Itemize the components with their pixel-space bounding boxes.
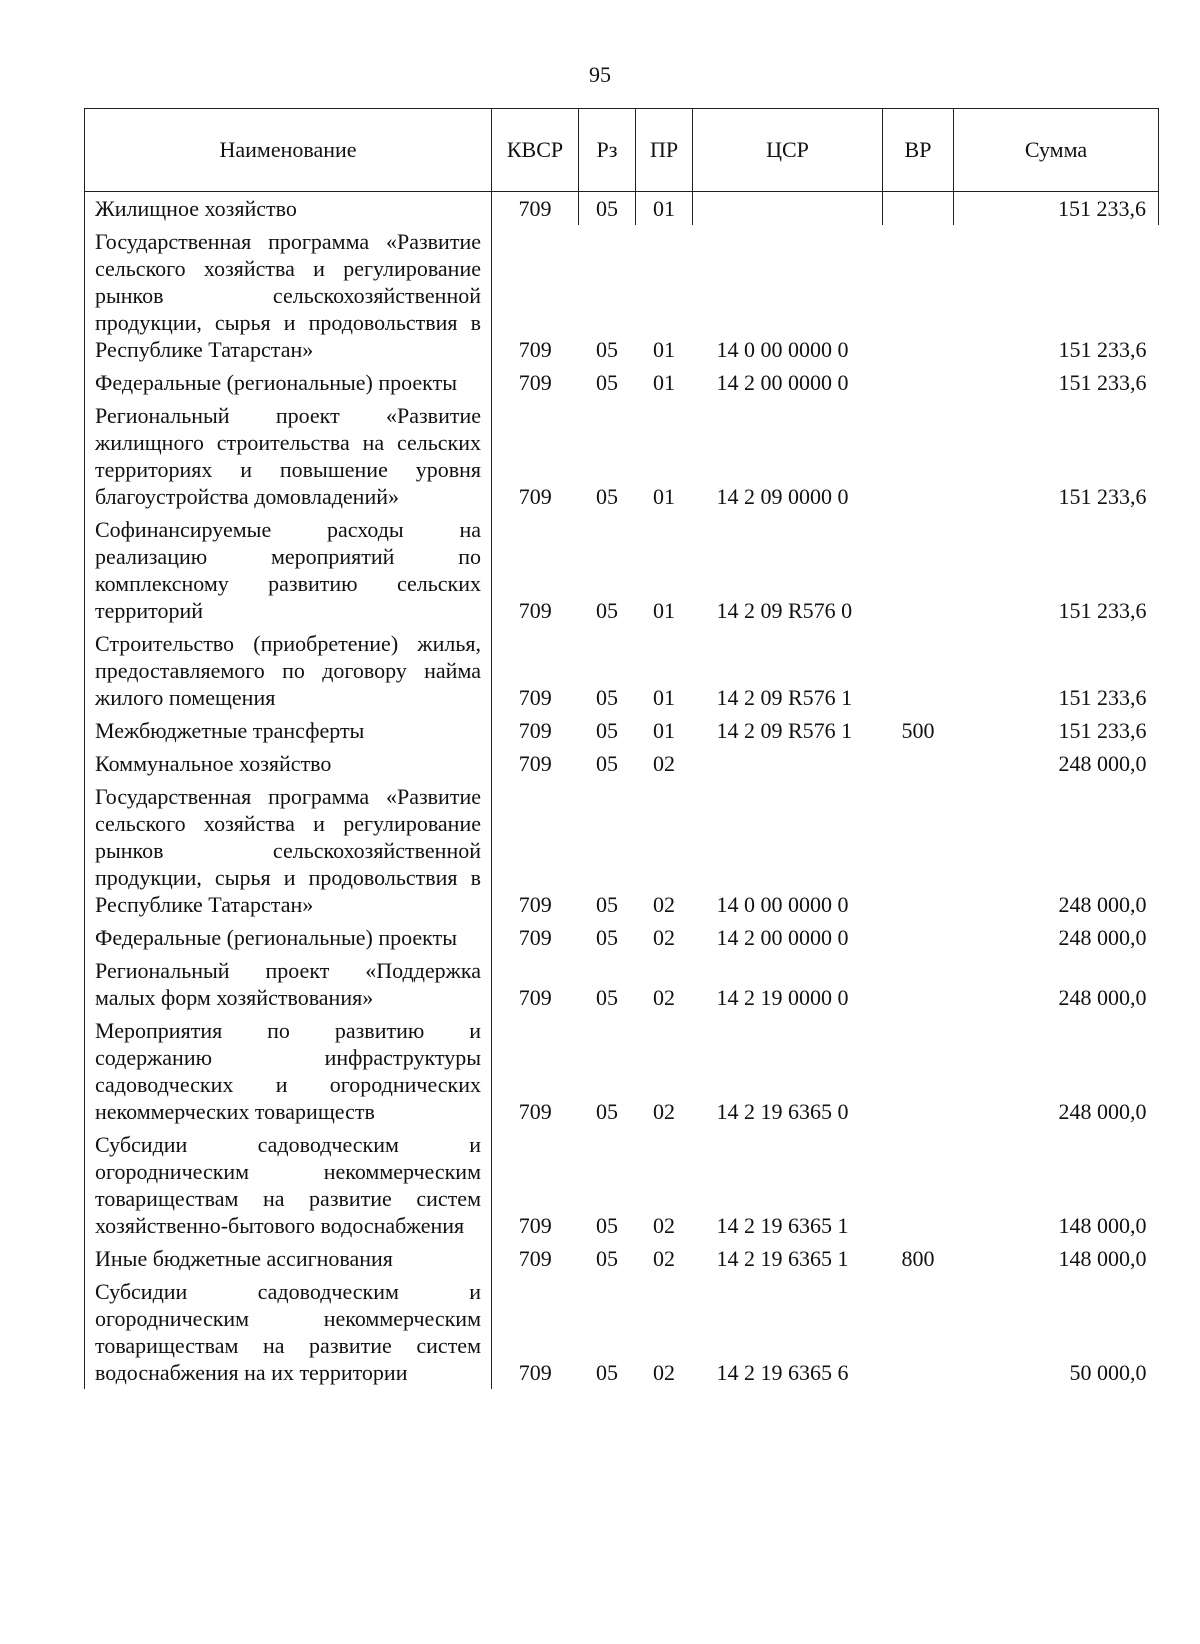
cell-pr: 01 [653, 484, 675, 509]
cell-rz: 05 [596, 925, 618, 950]
cell-sum: 151 233,6 [1058, 370, 1147, 395]
cell-kvsr: 709 [518, 751, 552, 776]
cell-rz: 05 [596, 484, 618, 509]
cell-pr: 02 [653, 1213, 675, 1238]
table-row [85, 780, 1159, 921]
cell-csr: 14 2 19 6365 1 [716, 1246, 849, 1271]
cell-kvsr: 709 [518, 370, 552, 395]
cell-sum: 248 000,0 [1058, 892, 1147, 917]
table-row [85, 366, 1159, 399]
cell-kvsr: 709 [518, 925, 552, 950]
budget-table [84, 108, 1159, 1389]
table-body [85, 192, 1159, 1390]
column-header-rz: Рз [579, 109, 636, 192]
cell-vr [883, 225, 954, 366]
cell-name: Иные бюджетные ассигнования [85, 1242, 492, 1275]
cell-sum: 151 233,6 [1058, 718, 1147, 743]
cell-pr: 02 [653, 1099, 675, 1124]
cell-rz: 05 [596, 370, 618, 395]
cell-sum: 151 233,6 [1058, 685, 1147, 710]
cell-name: Региональный проект «Поддержка малых форм хозяйствования» [85, 954, 492, 1014]
cell-csr: 14 2 09 R576 1 [716, 718, 853, 743]
cell-pr: 02 [653, 751, 675, 776]
cell-pr: 02 [653, 892, 675, 917]
column-header-kvsr: КВСР [492, 109, 579, 192]
cell-name: Софинансируемые расходы на реализацию мероприятий по комплексному развитию сельских территорий [85, 513, 492, 627]
cell-sum: 248 000,0 [1058, 985, 1147, 1010]
cell-vr: 500 [901, 718, 935, 743]
cell-vr [883, 747, 954, 780]
cell-csr: 14 2 09 0000 0 [716, 484, 849, 509]
table-header [85, 109, 1159, 192]
cell-vr [883, 1128, 954, 1242]
cell-csr: 14 0 00 0000 0 [716, 892, 849, 917]
cell-csr: 14 2 00 0000 0 [716, 925, 849, 950]
cell-sum: 248 000,0 [1058, 751, 1147, 776]
table-row [85, 714, 1159, 747]
cell-csr: 14 2 19 6365 1 [716, 1213, 849, 1238]
cell-pr: 02 [653, 985, 675, 1010]
cell-rz: 05 [596, 1213, 618, 1238]
cell-vr [883, 366, 954, 399]
cell-pr: 01 [653, 370, 675, 395]
cell-sum: 50 000,0 [1069, 1360, 1147, 1385]
cell-kvsr: 709 [518, 718, 552, 743]
table-row [85, 399, 1159, 513]
cell-csr: 14 2 00 0000 0 [716, 370, 849, 395]
cell-csr [693, 192, 883, 226]
cell-name: Федеральные (региональные) проекты [85, 921, 492, 954]
cell-name: Региональный проект «Развитие жилищного строительства на сельских территориях и повышение уровня благоустройства домовладений» [85, 399, 492, 513]
cell-vr [883, 627, 954, 714]
cell-pr: 02 [653, 1246, 675, 1271]
cell-vr [883, 780, 954, 921]
column-header-name: Наименование [85, 109, 492, 192]
cell-name: Коммунальное хозяйство [85, 747, 492, 780]
table-row [85, 921, 1159, 954]
cell-pr: 01 [653, 337, 675, 362]
cell-kvsr: 709 [518, 985, 552, 1010]
cell-vr [883, 399, 954, 513]
cell-rz: 05 [596, 751, 618, 776]
cell-rz: 05 [596, 1360, 618, 1385]
cell-rz: 05 [579, 192, 636, 226]
column-header-csr: ЦСР [693, 109, 883, 192]
column-header-sum: Сумма [954, 109, 1159, 192]
cell-kvsr: 709 [518, 1360, 552, 1385]
cell-vr: 800 [901, 1246, 935, 1271]
cell-rz: 05 [596, 337, 618, 362]
cell-sum: 151 233,6 [954, 192, 1159, 226]
column-header-pr: ПР [636, 109, 693, 192]
cell-rz: 05 [596, 1099, 618, 1124]
cell-csr [693, 747, 883, 780]
cell-pr: 02 [653, 925, 675, 950]
table-row [85, 225, 1159, 366]
cell-sum: 151 233,6 [1058, 337, 1147, 362]
cell-csr: 14 2 19 0000 0 [716, 985, 849, 1010]
cell-sum: 148 000,0 [1058, 1246, 1147, 1271]
cell-csr: 14 2 09 R576 1 [716, 685, 853, 710]
cell-csr: 14 2 09 R576 0 [716, 598, 853, 623]
table-row [85, 1242, 1159, 1275]
cell-pr: 01 [653, 598, 675, 623]
cell-csr: 14 2 19 6365 6 [716, 1360, 849, 1385]
table-row [85, 513, 1159, 627]
cell-kvsr: 709 [518, 1246, 552, 1271]
cell-name: Федеральные (региональные) проекты [85, 366, 492, 399]
cell-vr [883, 1275, 954, 1389]
cell-sum: 248 000,0 [1058, 925, 1147, 950]
table-row [85, 1275, 1159, 1389]
cell-name: Субсидии садоводческим и огородническим некоммерческим товариществам на развитие систем водоснабжения на их территории [85, 1275, 492, 1389]
cell-pr: 01 [636, 192, 693, 226]
table-row [85, 627, 1159, 714]
cell-rz: 05 [596, 685, 618, 710]
cell-name: Государственная программа «Развитие сельского хозяйства и регулирование рынков сельскохозяйственной продукции, сырья и продовольствия в Республике Татарстан» [85, 225, 492, 366]
cell-vr [883, 954, 954, 1014]
cell-vr [883, 1014, 954, 1128]
cell-name: Межбюджетные трансферты [85, 714, 492, 747]
cell-csr: 14 2 19 6365 0 [716, 1099, 849, 1124]
cell-kvsr: 709 [492, 192, 579, 226]
page-number: 95 [589, 62, 611, 87]
cell-rz: 05 [596, 718, 618, 743]
cell-sum: 151 233,6 [1058, 484, 1147, 509]
cell-pr: 01 [653, 718, 675, 743]
cell-kvsr: 709 [518, 598, 552, 623]
cell-vr [883, 513, 954, 627]
column-header-vr: ВР [883, 109, 954, 192]
cell-vr [883, 192, 954, 226]
cell-name: Субсидии садоводческим и огородническим некоммерческим товариществам на развитие систем хозяйственно-бытового водоснабжения [85, 1128, 492, 1242]
cell-kvsr: 709 [518, 892, 552, 917]
cell-name: Мероприятия по развитию и содержанию инфраструктуры садоводческих и огороднических некоммерческих товариществ [85, 1014, 492, 1128]
cell-rz: 05 [596, 1246, 618, 1271]
table-row [85, 747, 1159, 780]
cell-pr: 01 [653, 685, 675, 710]
cell-sum: 248 000,0 [1058, 1099, 1147, 1124]
cell-kvsr: 709 [518, 1099, 552, 1124]
cell-name: Жилищное хозяйство [85, 192, 492, 226]
cell-rz: 05 [596, 892, 618, 917]
table-row [85, 1128, 1159, 1242]
cell-kvsr: 709 [518, 685, 552, 710]
table-row [85, 1014, 1159, 1128]
cell-sum: 148 000,0 [1058, 1213, 1147, 1238]
header-row [85, 109, 1159, 192]
cell-kvsr: 709 [518, 337, 552, 362]
cell-kvsr: 709 [518, 1213, 552, 1238]
cell-rz: 05 [596, 985, 618, 1010]
cell-sum: 151 233,6 [1058, 598, 1147, 623]
cell-kvsr: 709 [518, 484, 552, 509]
cell-vr [883, 921, 954, 954]
cell-name: Государственная программа «Развитие сельского хозяйства и регулирование рынков сельскохозяйственной продукции, сырья и продовольствия в Республике Татарстан» [85, 780, 492, 921]
table-row [85, 192, 1159, 226]
cell-csr: 14 0 00 0000 0 [716, 337, 849, 362]
cell-name: Строительство (приобретение) жилья, предоставляемого по договору найма жилого помещения [85, 627, 492, 714]
cell-pr: 02 [653, 1360, 675, 1385]
cell-rz: 05 [596, 598, 618, 623]
table-row [85, 954, 1159, 1014]
